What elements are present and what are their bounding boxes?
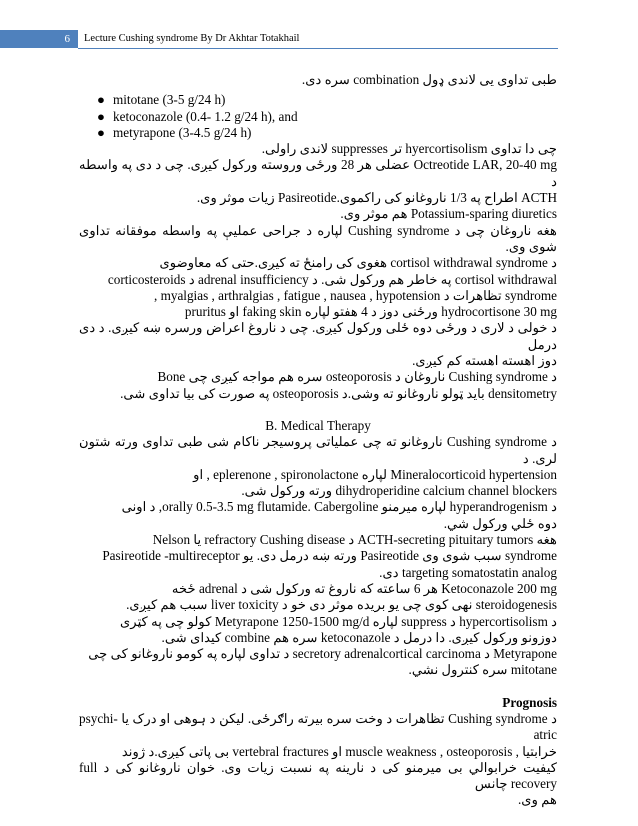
list-item: [97, 109, 557, 125]
text-line: د Cushing syndrome تظاهرات د وخت سره بیرته راګرځی. لیکن د ہوھی او درک یا psychi-atric: [79, 710, 558, 743]
text-line: ACTH اطراح په 1/3 ناروغانو کی راکموی.Pasireotide زیات موثر وی.: [196, 190, 557, 206]
text-line: cortisol withdrawal په خاطر هم ورکول شی. د adrenal insufficiency د corticosteroids: [107, 271, 557, 287]
document-body: [79, 72, 557, 809]
text-line: Metyrapone د secretory adrenalcortical carcinoma د تداوی لپاره په کومو ناروغانو کی چی: [88, 646, 557, 662]
text-line: hydrocortisone 30 mg ورځنی دوز د 4 هفتو لپاره faking skin او pruritus: [184, 304, 557, 320]
text-line: د cortisol withdrawal syndrome هغوی کی رامنځ ته کیږی.حتی که معاوضوی: [159, 255, 557, 271]
text-line: د خولی د لاری د ورځی دوه ځلی ورکول کیږی. چی د ناروغ اعراض ورسره ښه کیږی. د دی درمل: [79, 320, 557, 352]
paragraph-3: [79, 434, 557, 678]
text-line: دوز اهسته اهسته کم کیږی.: [412, 353, 557, 369]
section-heading-prognosis: Prognosis: [502, 694, 557, 710]
text-line: Potassium-sparing diuretics هم موثر وی.: [340, 206, 557, 222]
header-title: Lecture Cushing syndrome By Dr Akhtar Totakhail: [84, 33, 300, 44]
text-line: Ketoconazole 200 mg هر 6 ساعته که ناروغ ته ورکول شی د adrenal ځخه: [171, 580, 557, 596]
list-item: [97, 125, 557, 141]
text-line: syndrome تظاهرات د myalgias , arthralgias , fatigue , nausea , hypotension ,: [154, 287, 557, 303]
page-header: [0, 30, 638, 48]
drug-list: [79, 92, 557, 141]
text-line: د Cushing syndrome ناروغان د osteoporosis سره هم مواجه کیږی چی Bone: [157, 369, 557, 385]
bullet-icon: ●: [97, 108, 105, 124]
paragraph-2: [79, 369, 557, 402]
list-item-text: ketoconazole (0.4- 1.2 g/24 h), and: [113, 108, 298, 124]
text-line: چی دا تداوی hyercortisolism تر suppresses لاندی راولی.: [261, 141, 557, 157]
text-line: mitotane سره کنترول نشي.: [408, 662, 557, 678]
spacer: [79, 402, 557, 418]
text-line: steroidogenesis نهی کوی چی یو بریده موثر دی خو د liver toxicity سبب هم کیږی.: [126, 597, 557, 613]
text-line: خرابتیا , muscle weakness , osteoporosis او vertebral fractures بی پاتی کیږی.د ژوند: [121, 743, 557, 759]
text-line: کیفیت خرابوالي بی میرمنو کی د نارینه په نسبت زیات وی. خوان ناروغانو کی د full recovery چانس: [79, 759, 557, 792]
text-line: دوه ځلي ورکول شي.: [443, 515, 557, 531]
header-rule: [78, 48, 558, 49]
text-line: Octreotide LAR, 20-40 mg عضلی هر 28 ورځی وروسته ورکول کیږی. چی د دی په واسطه د: [79, 157, 557, 189]
text-line: syndrome سبب شوی وی Pasireotide ورته ښه درمل دی. یو Pasireotide -multireceptor: [102, 548, 557, 564]
text-line: targeting somatostatin analog دی.: [379, 564, 557, 580]
bullet-icon: ●: [97, 92, 105, 108]
section-heading-medical: B. Medical Therapy: [265, 417, 371, 433]
text-line: densitometry باید ټولو ناروغانو ته وشی.د osteoporosis په صورت کی بیا تداوی شی.: [120, 385, 557, 401]
text-line: dihydroperidine calcium channel blockers ورته ورکول شی.: [241, 483, 557, 499]
text-line: Mineralocorticoid hypertension لپاره eplerenone , spironolactone , او: [193, 466, 557, 482]
text-line: د Cushing syndrome ناروغانو ته چی عملیاتی پروسیجر ناکام شی طبی تداوی ورته شتون لری. د: [79, 434, 558, 466]
text-line: هم وی.: [517, 792, 557, 808]
text-line: د hypercortisolism د suppress لپاره Metyrapone 1250-1500 mg/d کولو چی په کټری: [119, 613, 557, 629]
text-line: هغه ACTH-secreting pituitary tumors د refractory Cushing disease یا Nelson: [152, 532, 557, 548]
spacer: [79, 679, 557, 695]
intro-line: طبی تداوی یی لاندی ډول combination سره دی.: [301, 72, 557, 87]
bullet-icon: ●: [97, 124, 105, 140]
text-line: د hyperandrogenism لپاره میرمنو orally 0.5-3.5 mg flutamide. Cabergoline, د اونی: [121, 499, 557, 515]
text-line: هغه ناروغان چی د Cushing syndrome لپاره د جراحی عملیې په واسطه موفقانه تداوی شوی وی.: [79, 222, 557, 254]
text-line: دوزونو ورکول کیږی. دا درمل د ketoconazole سره هم combine کیدای شی.: [161, 629, 557, 645]
list-item-text: metyrapone (3-4.5 g/24 h): [113, 124, 252, 140]
paragraph-1: [79, 141, 557, 369]
paragraph-4: [79, 711, 557, 809]
page-number: 6: [0, 30, 78, 48]
list-item: [97, 92, 557, 108]
list-item-text: mitotane (3-5 g/24 h): [113, 92, 226, 108]
